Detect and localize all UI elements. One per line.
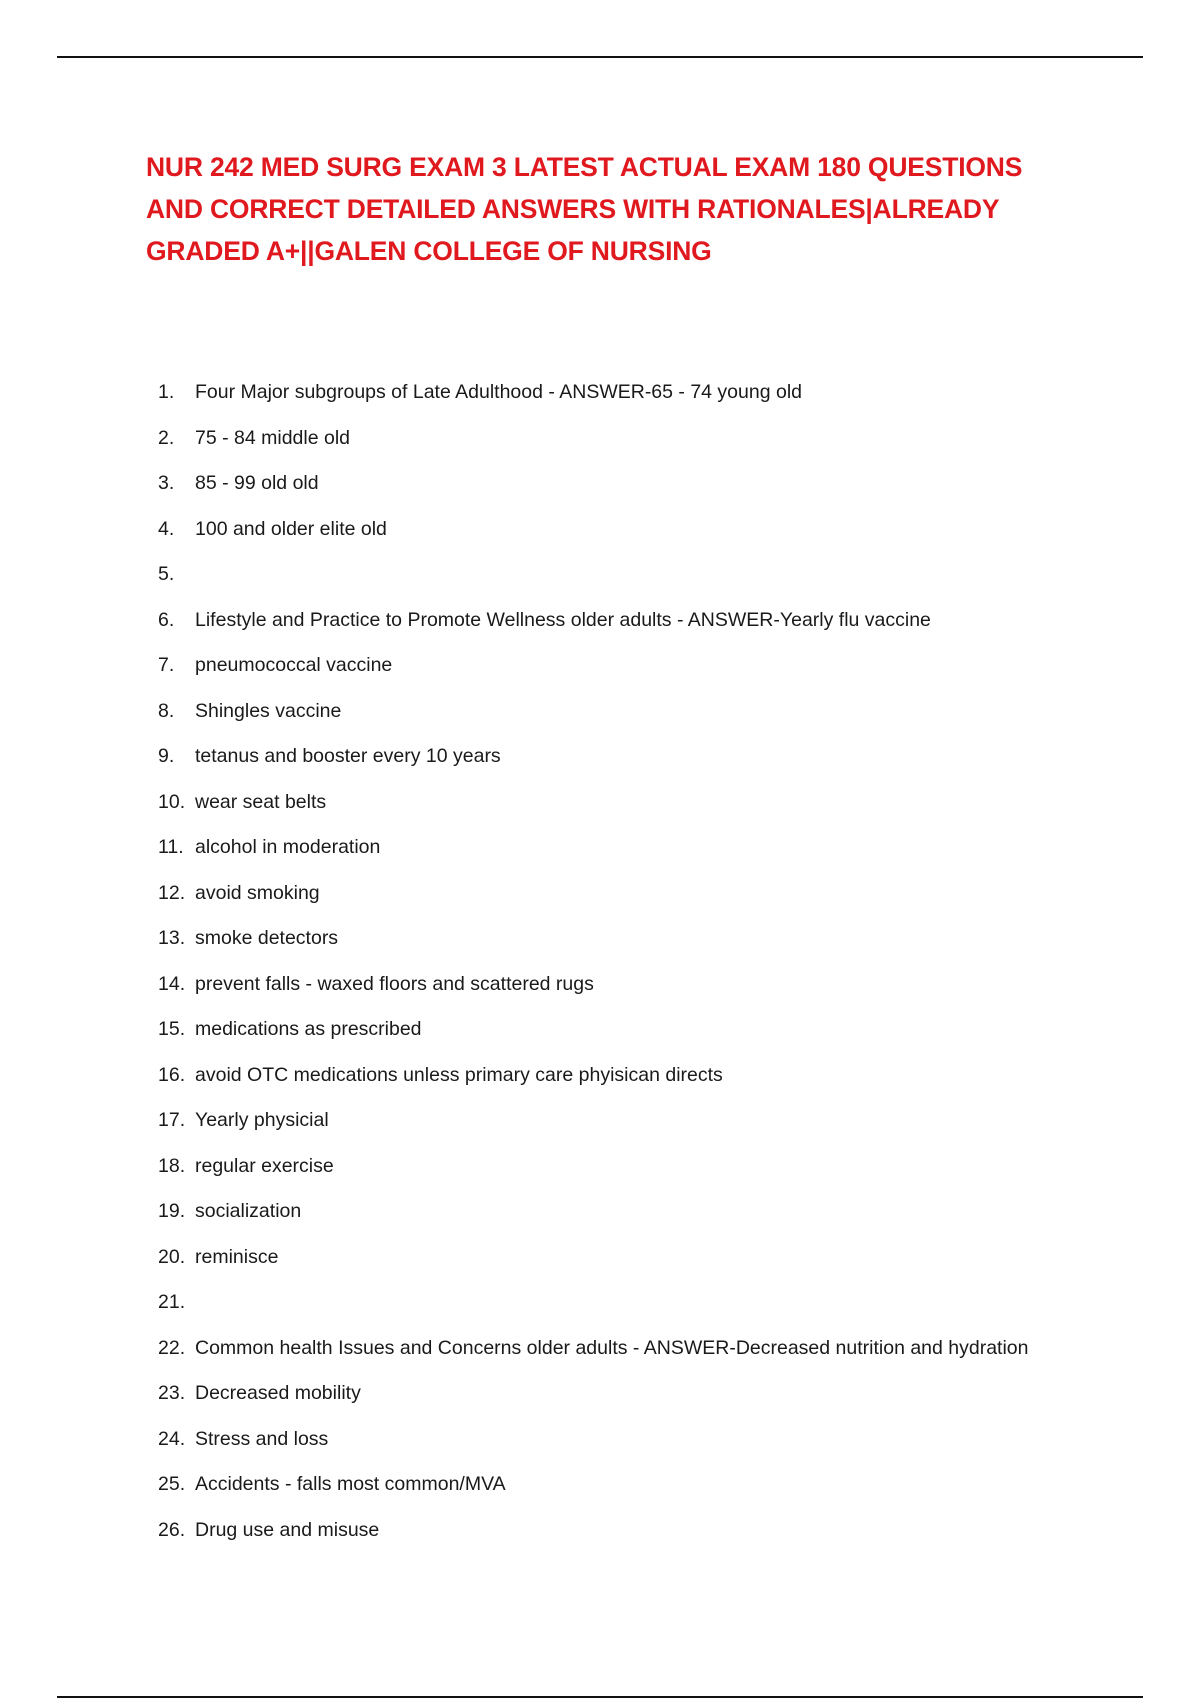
list-item bbox=[158, 1189, 1118, 1235]
item-text: Decreased mobility bbox=[195, 1382, 361, 1404]
item-text: avoid smoking bbox=[195, 881, 320, 904]
item-number: 22. bbox=[158, 1336, 186, 1359]
item-text: Accidents - falls most common/MVA bbox=[195, 1473, 506, 1495]
item-text: reminisce bbox=[195, 1245, 279, 1268]
question-list bbox=[158, 370, 1118, 1553]
item-text: Lifestyle and Practice to Promote Wellness older adults - ANSWER-Yearly flu vaccine bbox=[195, 608, 931, 631]
list-item bbox=[158, 1280, 1118, 1326]
item-text: Shingles vaccine bbox=[195, 699, 342, 722]
item-number: 14. bbox=[158, 972, 186, 995]
item-text: prevent falls - waxed floors and scattered rugs bbox=[195, 972, 594, 995]
item-text: 100 and older elite old bbox=[195, 517, 387, 540]
item-number: 4. bbox=[158, 517, 175, 540]
item-text: Yearly physicial bbox=[195, 1109, 329, 1131]
item-number: 11. bbox=[158, 836, 184, 858]
item-text: 75 - 84 middle old bbox=[195, 426, 351, 449]
title-line-2: AND CORRECT DETAILED ANSWERS WITH RATIONALES|ALREADY bbox=[146, 194, 1000, 224]
item-text: Four Major subgroups of Late Adulthood - ANSWER-65 - 74 young old bbox=[195, 381, 803, 403]
item-number: 16. bbox=[158, 1063, 186, 1086]
list-item bbox=[158, 962, 1118, 1008]
list-item bbox=[158, 1098, 1118, 1144]
item-number: 6. bbox=[158, 608, 175, 631]
item-number: 8. bbox=[158, 699, 175, 722]
item-text: 85 - 99 old old bbox=[195, 472, 319, 494]
list-item bbox=[158, 734, 1118, 780]
list-item bbox=[158, 507, 1118, 553]
item-text: tetanus and booster every 10 years bbox=[195, 745, 501, 767]
item-number: 9. bbox=[158, 745, 175, 767]
item-number: 7. bbox=[158, 654, 175, 676]
document-title bbox=[146, 146, 1086, 272]
item-number: 13. bbox=[158, 927, 186, 949]
list-item bbox=[158, 780, 1118, 826]
list-item bbox=[158, 598, 1118, 644]
item-number: 2. bbox=[158, 426, 175, 449]
item-text: socialization bbox=[195, 1200, 302, 1222]
item-number: 24. bbox=[158, 1427, 186, 1450]
item-number: 17. bbox=[158, 1109, 186, 1131]
list-item bbox=[158, 1144, 1118, 1190]
item-number: 25. bbox=[158, 1473, 186, 1495]
list-item bbox=[158, 1007, 1118, 1053]
item-number: 18. bbox=[158, 1154, 186, 1177]
list-item bbox=[158, 916, 1118, 962]
list-item bbox=[158, 416, 1118, 462]
item-number: 15. bbox=[158, 1018, 186, 1040]
list-item bbox=[158, 825, 1118, 871]
item-text: avoid OTC medications unless primary care phyisican directs bbox=[195, 1063, 723, 1086]
footer-rule bbox=[57, 1696, 1143, 1698]
list-item bbox=[158, 643, 1118, 689]
item-number: 26. bbox=[158, 1518, 186, 1541]
list-item bbox=[158, 1508, 1118, 1554]
title-line-3: GRADED A+||GALEN COLLEGE OF NURSING bbox=[146, 236, 712, 266]
item-text: pneumococcal vaccine bbox=[195, 654, 393, 676]
item-text: Stress and loss bbox=[195, 1427, 329, 1450]
item-text: wear seat belts bbox=[195, 790, 327, 813]
item-number: 1. bbox=[158, 381, 175, 403]
item-number: 21. bbox=[158, 1291, 186, 1313]
item-text: regular exercise bbox=[195, 1154, 334, 1177]
item-number: 20. bbox=[158, 1245, 186, 1268]
item-number: 10. bbox=[158, 790, 186, 813]
item-number: 19. bbox=[158, 1200, 186, 1222]
list-item bbox=[158, 1235, 1118, 1281]
item-text: medications as prescribed bbox=[195, 1018, 422, 1040]
list-item bbox=[158, 1462, 1118, 1508]
list-item bbox=[158, 370, 1118, 416]
item-text: alcohol in moderation bbox=[195, 836, 381, 858]
item-number: 3. bbox=[158, 472, 175, 494]
list-item bbox=[158, 461, 1118, 507]
list-item bbox=[158, 552, 1118, 598]
item-number: 23. bbox=[158, 1382, 186, 1404]
header-rule bbox=[57, 56, 1143, 58]
list-item bbox=[158, 1053, 1118, 1099]
item-number: 5. bbox=[158, 563, 175, 585]
list-item bbox=[158, 689, 1118, 735]
list-item bbox=[158, 871, 1118, 917]
list-item bbox=[158, 1326, 1118, 1372]
item-text: Drug use and misuse bbox=[195, 1518, 380, 1541]
title-line-1: NUR 242 MED SURG EXAM 3 LATEST ACTUAL EXAM 180 QUESTIONS bbox=[146, 152, 1023, 182]
list-item bbox=[158, 1371, 1118, 1417]
item-text: Common health Issues and Concerns older adults - ANSWER-Decreased nutrition and hydration bbox=[195, 1336, 1029, 1359]
item-number: 12. bbox=[158, 881, 186, 904]
list-item bbox=[158, 1417, 1118, 1463]
item-text: smoke detectors bbox=[195, 927, 339, 949]
